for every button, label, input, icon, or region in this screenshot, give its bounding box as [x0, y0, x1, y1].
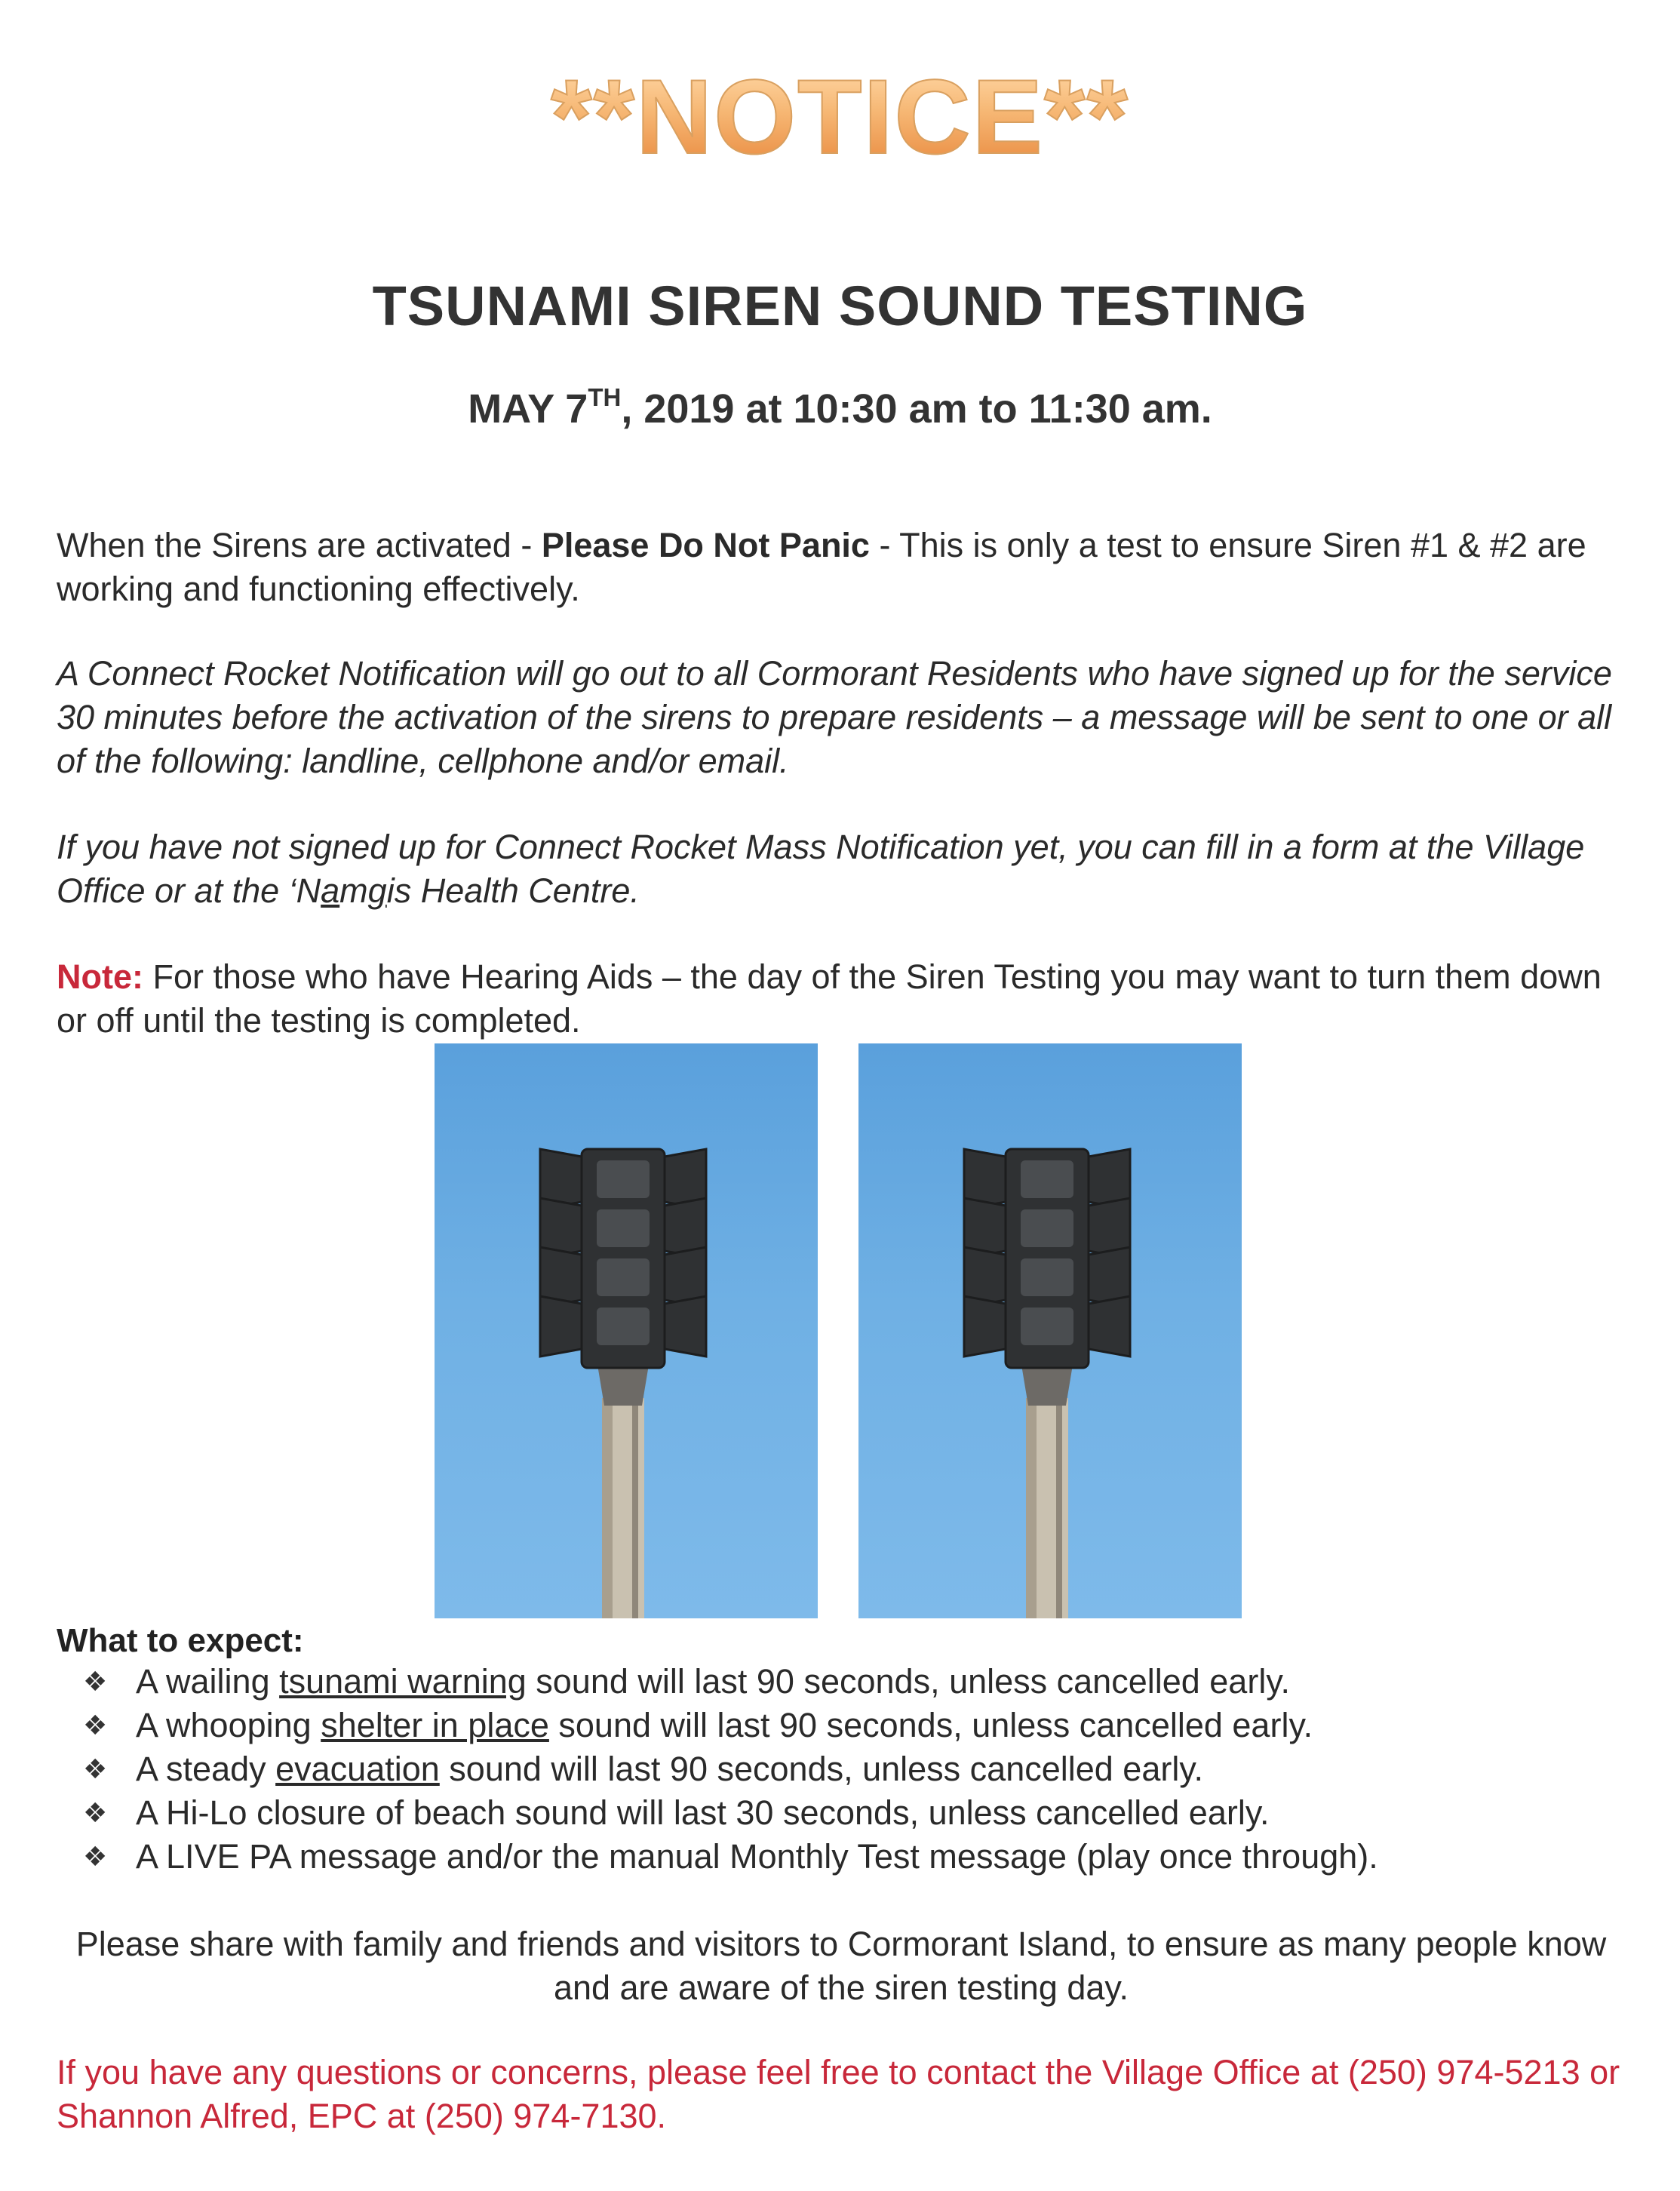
date-prefix: MAY 7: [468, 386, 588, 432]
note-label: Note:: [57, 957, 143, 996]
siren-tower-icon: [858, 1043, 1242, 1618]
intro-text-2: - This is only a test to ensure Siren #1 & #2 are working and functioning effectively.: [57, 526, 1586, 608]
item-text: A Hi-Lo closure of beach sound will last 30 seconds, unless cancelled early.: [136, 1793, 1270, 1832]
list-item: [83, 1791, 1629, 1835]
item-text: A wailing: [136, 1662, 280, 1701]
siren-photo-right: [858, 1043, 1242, 1618]
share-paragraph: Please share with family and friends and visitors to Cormorant Island, to ensure as many people know and are aware of the siren testing day.: [75, 1925, 1607, 2007]
page-title: TSUNAMI SIREN SOUND TESTING: [372, 275, 1308, 337]
intro-emphasis: Please Do Not Panic: [541, 526, 870, 564]
diamond-bullet-icon: ❖: [83, 1666, 108, 1697]
intro-paragraph: [57, 524, 1626, 611]
item-underlined: tsunami warning: [279, 1662, 527, 1701]
list-item: [83, 1747, 1629, 1791]
list-item: [83, 1660, 1629, 1704]
diamond-bullet-icon: ❖: [83, 1710, 108, 1741]
signup-text-2: m: [339, 871, 368, 910]
signup-underlined-a: a: [321, 871, 340, 910]
signup-underlined-g: g: [367, 871, 387, 910]
expect-list: [83, 1660, 1629, 1879]
diamond-bullet-icon: ❖: [83, 1797, 108, 1828]
item-text: A whooping: [136, 1706, 321, 1744]
item-underlined: shelter in place: [321, 1706, 549, 1744]
item-text: A steady: [136, 1750, 276, 1788]
diamond-bullet-icon: ❖: [83, 1841, 108, 1872]
notice-banner: **NOTICE**: [0, 64, 1680, 170]
intro-text-1: When the Sirens are activated -: [57, 526, 542, 564]
test-date: [0, 385, 1680, 434]
siren-tower-icon: [435, 1043, 818, 1618]
connect-rocket-paragraph: A Connect Rocket Notification will go out to all Cormorant Residents who have signed up for the service 30 minutes before the activation of the sirens to prepare residents – a message will be sent to one or all of the following: landline, cellphone and/or email.: [57, 654, 1612, 780]
siren-photo-left: [435, 1043, 818, 1618]
signup-paragraph: [57, 825, 1626, 913]
item-text-end: sound will last 90 seconds, unless cancelled early.: [526, 1662, 1290, 1701]
item-text-end: sound will last 90 seconds, unless cancelled early.: [439, 1750, 1204, 1788]
note-paragraph: [57, 955, 1626, 1043]
list-item: [83, 1835, 1629, 1879]
diamond-bullet-icon: ❖: [83, 1753, 108, 1784]
item-underlined: evacuation: [275, 1750, 440, 1788]
signup-text-3: is Health Centre.: [386, 871, 640, 910]
date-suffix: , 2019 at 10:30 am to 11:30 am.: [621, 386, 1212, 432]
note-text: For those who have Hearing Aids – the day of the Siren Testing you may want to turn them down or off until the testing is completed.: [57, 957, 1602, 1040]
expect-heading: What to expect:: [57, 1622, 304, 1659]
contact-paragraph: If you have any questions or concerns, please feel free to contact the Village Office at (250) 974-5213 or Shannon Alfred, EPC at (250) 974-7130.: [57, 2053, 1620, 2135]
item-text-end: sound will last 90 seconds, unless cancelled early.: [548, 1706, 1313, 1744]
date-ordinal: TH: [588, 383, 622, 411]
list-item: [83, 1704, 1629, 1747]
signup-text-1: If you have not signed up for Connect Rocket Mass Notification yet, you can fill in a form at the Village Office or at the ‘N: [57, 828, 1585, 910]
item-text: A LIVE PA message and/or the manual Monthly Test message (play once through).: [136, 1837, 1378, 1876]
